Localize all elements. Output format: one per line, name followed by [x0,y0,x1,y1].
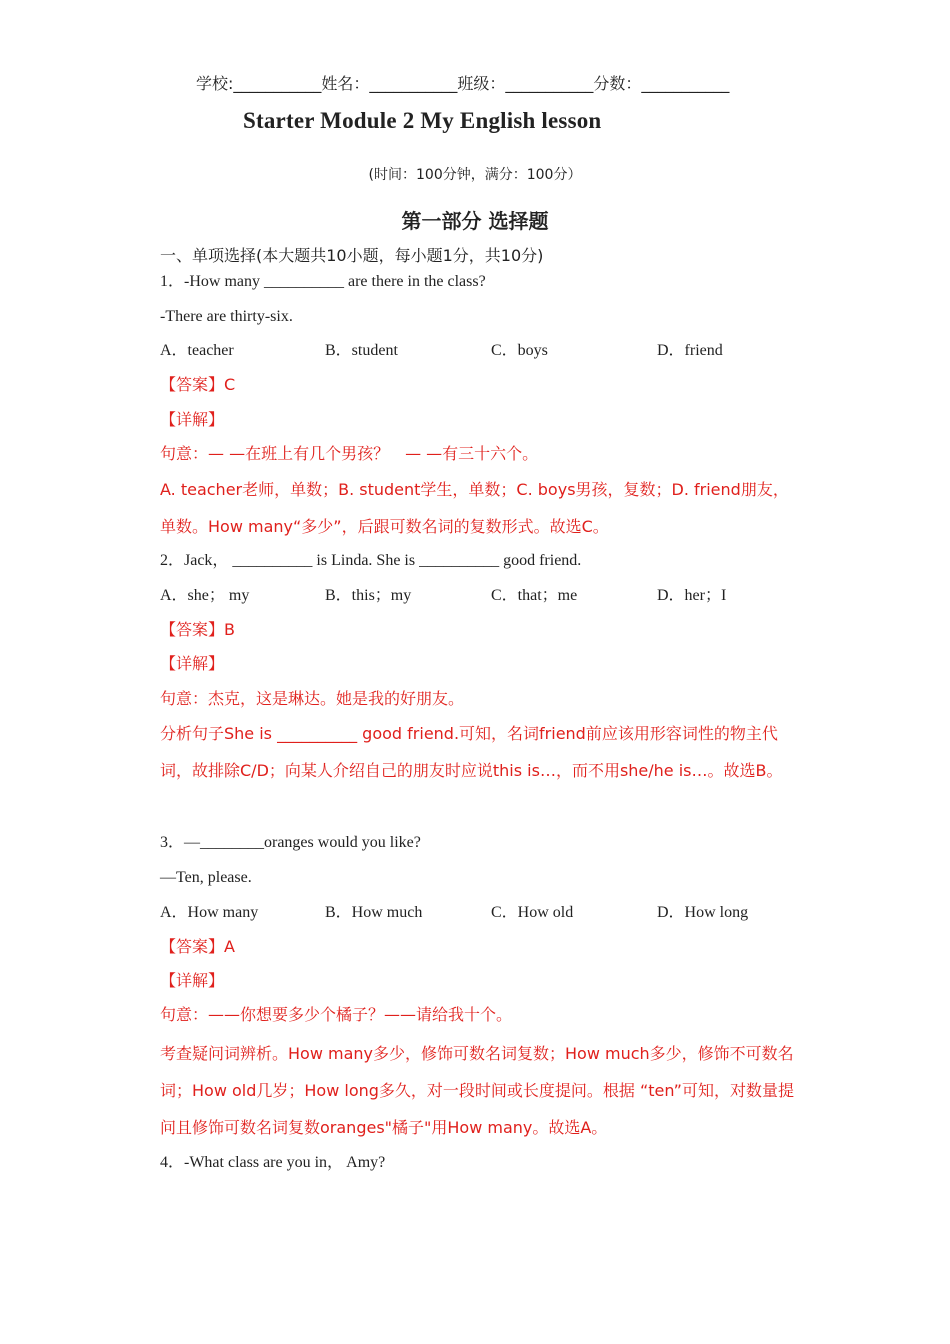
q2-meaning: 句意：杰克，这是琳达。她是我的好朋友。 [160,689,465,708]
q2-answer: 【答案】B [160,620,235,639]
q3-answer: 【答案】A [160,937,235,956]
q1-detail-label: 【详解】 [160,410,225,429]
q1-answer: 【答案】C [160,375,236,394]
student-info-line: 学校:___________姓名：___________班级：___________分数：___________ [196,74,730,93]
part-title: 第一部分 选择题 [401,209,549,233]
q3-stem-reply: —Ten, please. [160,869,252,886]
exam-time-info: (时间：100分钟，满分：100分） [368,167,582,183]
q3-detail-label: 【详解】 [160,971,225,990]
q1-stem-reply: -There are thirty-six. [160,308,293,325]
q1-option-a: A．teacher [160,342,234,359]
q3-option-a: A．How many [160,904,259,921]
q1-option-d: D．friend [657,342,723,359]
q1-option-c: C．boys [491,342,548,359]
q3-explanation: 考查疑问词辨析。How many多少，修饰可数名词复数；How much多少，修饰不可数名词；How old几岁；How long多久，对一段时间或长度提问。根据 “ten”可知，对数量提问且修饰可数名词复数oranges"橘子"用How many。故选A。 [160,1044,794,1137]
q1-stem: 1．-How many __________ are there in the class? [160,273,486,290]
q3-option-d: D．How long [657,904,749,921]
q1-explanation: A. teacher老师，单数；B. student学生，单数；C. boys男孩，复数；D. friend朋友，单数。How many“多少”，后跟可数名词的复数形式。故选C。 [160,480,789,536]
q2-option-c: C．that；me [491,587,578,604]
q3-option-c: C．How old [491,904,574,921]
q2-detail-label: 【详解】 [160,654,225,673]
q2-stem: 2．Jack， __________ is Linda. She is __________ good friend. [160,552,582,569]
q2-option-d: D．her；I [657,587,727,604]
q2-option-b: B．this；my [325,587,412,604]
q4-stem: 4．-What class are you in， Amy? [160,1154,386,1171]
q3-meaning: 句意：——你想要多少个橘子？——请给我十个。 [160,1005,513,1024]
q2-explanation: 分析句子She is __________ good friend.可知，名词friend前应该用形容词性的物主代词，故排除C/D；向某人介绍自己的朋友时应说this is…，而不用she/he is…。故选B。 [160,724,783,780]
q3-stem: 3．—________oranges would you like? [160,834,421,851]
q1-option-b: B．student [325,342,398,359]
lesson-title: Starter Module 2 My English lesson [243,108,602,133]
section-title: 一、单项选择(本大题共10小题，每小题1分，共10分) [160,246,544,265]
q2-option-a: A．she； my [160,587,250,604]
q3-option-b: B．How much [325,904,423,921]
q1-meaning: 句意：— —在班上有几个男孩？ — —有三十六个。 [160,444,539,463]
